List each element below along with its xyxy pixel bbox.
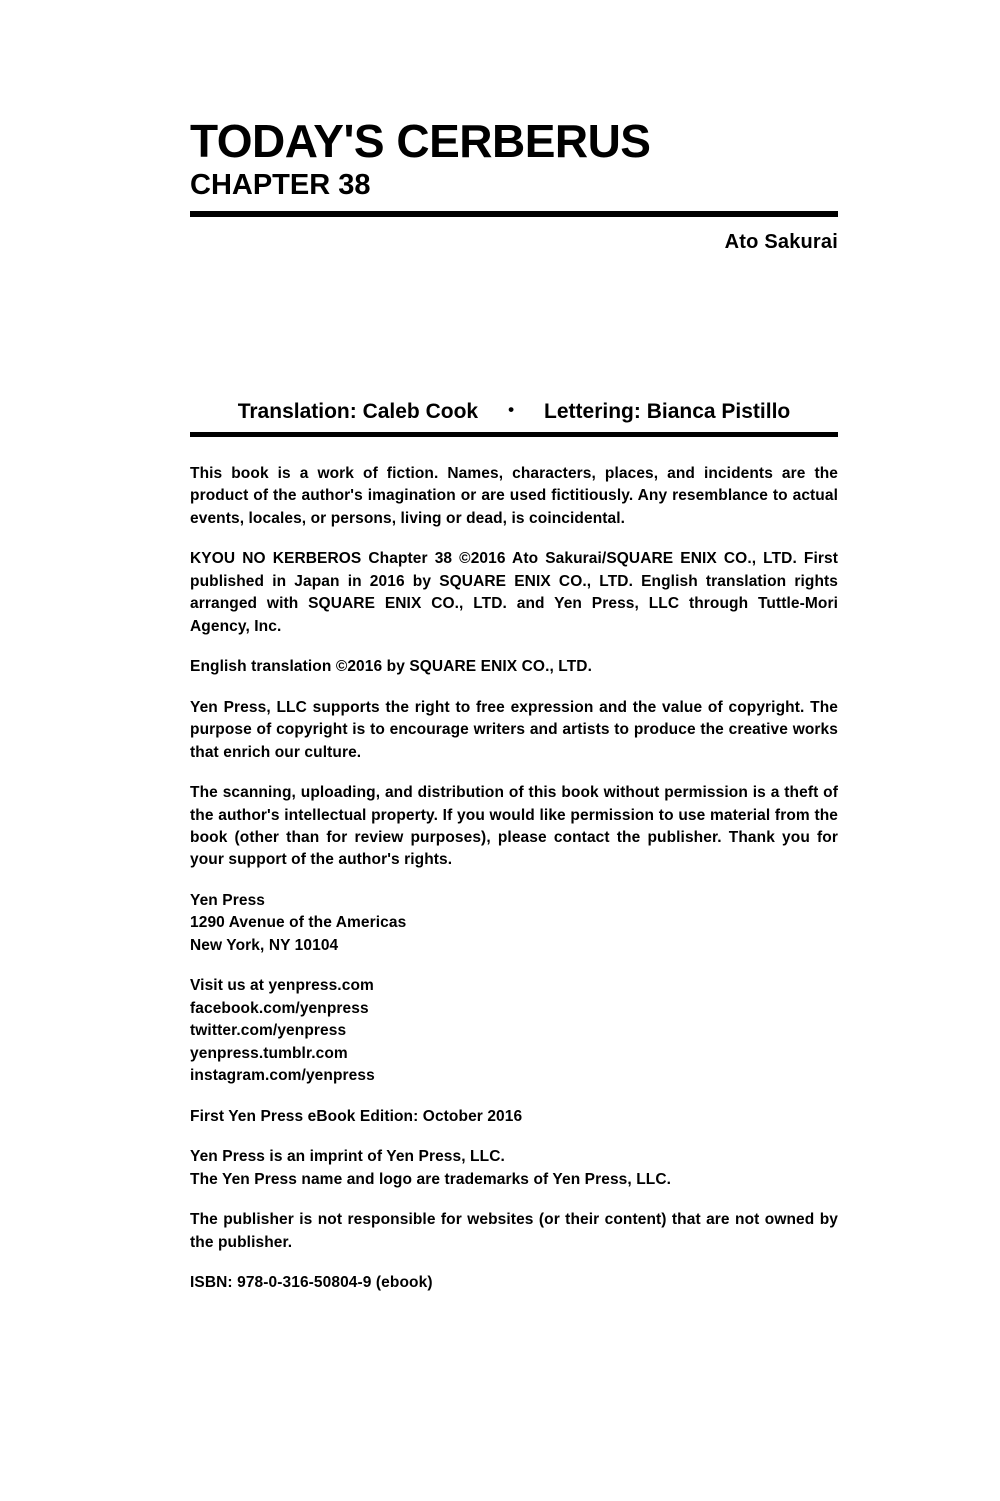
tumblr-link[interactable]: yenpress.tumblr.com [190, 1044, 348, 1062]
credits-divider [190, 432, 838, 437]
publisher-address [190, 890, 838, 957]
bullet-separator-icon: • [508, 400, 515, 420]
isbn-line: ISBN: 978-0-316-50804-9 (ebook) [190, 1274, 433, 1292]
free-expression-paragraph: Yen Press, LLC supports the right to free expression and the value of copyright. The purpose of copyright is to encourage writers and artists to produce the creative works that enrich our culture. [190, 698, 838, 761]
imprint-line-2: The Yen Press name and logo are trademarks of Yen Press, LLC. [190, 1170, 672, 1188]
imprint-block [190, 1146, 838, 1191]
publisher-city: New York, NY 10104 [190, 936, 339, 954]
piracy-paragraph: The scanning, uploading, and distribution of this book without permission is a theft of the author's intellectual property. If you would like permission to use material from the book (other than for review purposes), please contact the publisher. Thank you for your support of the author's rights. [190, 784, 838, 869]
title-block [190, 0, 838, 254]
publisher-name: Yen Press [190, 891, 266, 909]
title-divider [190, 211, 838, 217]
websites-disclaimer-paragraph: The publisher is not responsible for websites (or their content) that are not owned by the publisher. [190, 1211, 838, 1251]
instagram-link[interactable]: instagram.com/yenpress [190, 1067, 375, 1085]
imprint-line-1: Yen Press is an imprint of Yen Press, LLC. [190, 1148, 505, 1166]
credits-line [190, 400, 838, 424]
copyright-japan-paragraph: KYOU NO KERBEROS Chapter 38 ©2016 Ato Sakurai/SQUARE ENIX CO., LTD. First published in Japan in 2016 by SQUARE ENIX CO., LTD. English translation rights arranged with SQUARE ENIX CO., LTD. and Yen Press, LLC through Tuttle-Mori Agency, Inc. [190, 550, 838, 635]
chapter-subtitle: CHAPTER 38 [190, 169, 371, 201]
english-translation-paragraph: English translation ©2016 by SQUARE ENIX CO., LTD. [190, 658, 592, 676]
twitter-link[interactable]: twitter.com/yenpress [190, 1022, 347, 1040]
translation-credit: Translation: Caleb Cook [237, 399, 479, 423]
facebook-link[interactable]: facebook.com/yenpress [190, 999, 369, 1017]
disclaimer-paragraph: This book is a work of fiction. Names, characters, places, and incidents are the product of the author's imagination or are used fictitiously. Any resemblance to actual events, locales, or persons, living or dead, is coincidental. [190, 464, 838, 527]
page-title: TODAY'S CERBERUS [190, 115, 651, 167]
edition-paragraph: First Yen Press eBook Edition: October 2016 [190, 1107, 523, 1125]
copyright-page [190, 0, 838, 1501]
author-name: Ato Sakurai [724, 230, 838, 253]
online-links-block [190, 975, 838, 1087]
legal-text-block [190, 463, 838, 1295]
website-link[interactable]: Visit us at yenpress.com [190, 977, 374, 995]
lettering-credit: Lettering: Bianca Pistillo [544, 399, 791, 423]
publisher-street: 1290 Avenue of the Americas [190, 914, 407, 932]
